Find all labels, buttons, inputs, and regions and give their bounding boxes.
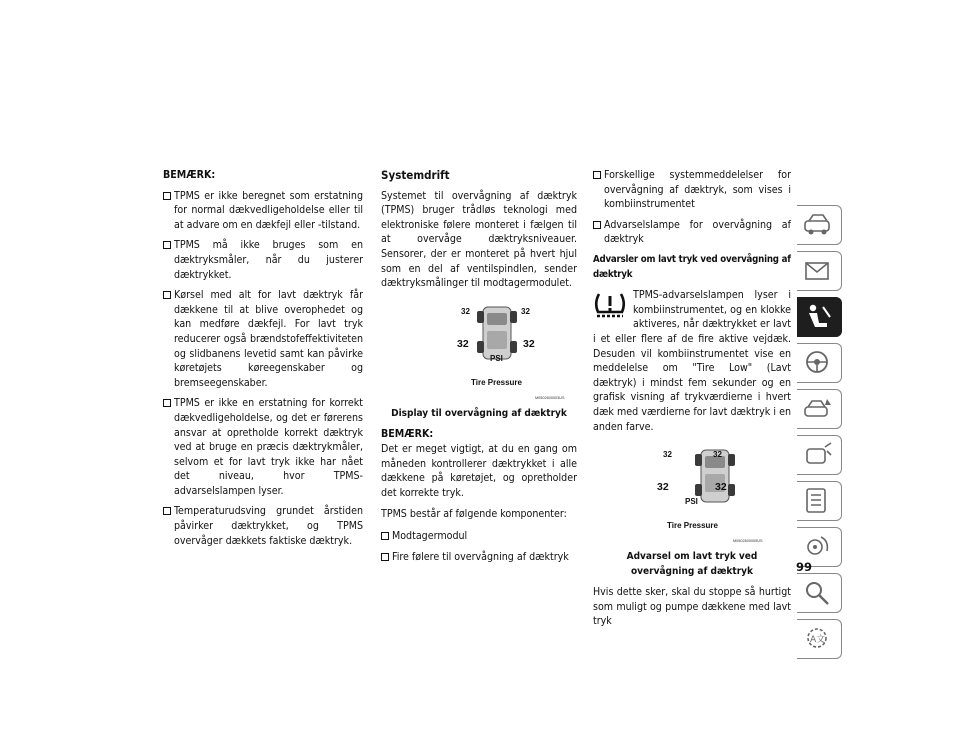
rear-left-pressure: 32 xyxy=(457,337,469,350)
note-paragraph: Det er meget vigtigt, at du en gang om måneden kontrollerer dæktrykket i alle dækkene på køretøjet, og opretholder det korrekte tryk. xyxy=(381,442,577,499)
rear-left-pressure: 32 xyxy=(657,481,669,494)
mail-book-icon xyxy=(803,257,835,285)
subsection-title: Advarsler om lavt tryk ved overvågning af dæktryk xyxy=(593,253,791,280)
figure-label: Tire Pressure xyxy=(667,521,718,531)
tab-starting-operating[interactable] xyxy=(797,343,842,383)
list-item: Kørsel med alt for lavt dæktryk får dækkene til at blive overophedet og kan medføre dækfejl. For lavt tryk reducerer også brændstofeffektiviteten og slidbanens levetid samt kan påvirke køretøjets køreegenskaber og bremseegenskaber. xyxy=(163,288,363,390)
checkbox-bullet-icon xyxy=(593,221,601,229)
tab-servicing[interactable] xyxy=(797,435,842,475)
seat-safety-icon xyxy=(803,303,835,331)
checkbox-bullet-icon xyxy=(163,192,171,200)
pressure-unit: PSI xyxy=(490,353,503,363)
low-pressure-warning-figure xyxy=(641,444,791,548)
section-title: Systemdrift xyxy=(381,168,450,182)
warning-paragraph: TPMS-advarselslampen lyser i kombiinstrumentet, og en klokke aktiveres, når dæktrykket er lavt i et eller flere af de fire aktive vejdæk. Desuden vil kombiinstrumentet vise en meddelelse om "Tire Low" (Lavt dæktryk) i mindst fem sekunder og en grafisk visning af trykværdierne i hvert dæk med værdierne for lavt dæktryk i en anden farve. xyxy=(593,289,791,433)
note-heading: BEMÆRK: xyxy=(381,428,434,441)
tab-emergency[interactable] xyxy=(797,389,842,429)
checkbox-bullet-icon xyxy=(163,399,171,407)
checkbox-bullet-icon xyxy=(163,507,171,515)
checkbox-bullet-icon xyxy=(381,553,389,561)
tab-language[interactable] xyxy=(797,619,842,659)
column-1 xyxy=(163,168,363,554)
list-item: Fire følere til overvågning af dæktryk xyxy=(381,550,577,565)
tab-getting-to-know[interactable] xyxy=(797,251,842,291)
figure-caption: Advarsel om lavt tryk ved overvågning af dæktryk xyxy=(626,551,758,577)
figure-code: M0502600003US xyxy=(535,395,565,400)
intro-paragraph: Systemet til overvågning af dæktryk (TPMS) bruger trådløs teknologi med elektroniske følere monteret i fælgen til at overvåge dæktryksniveauer. Sensorer, der er monteret på hvert hjul som en del af ventilspindlen, sender dæktryksmålinger til modtagermodulet. xyxy=(381,189,577,290)
car-introduction-icon xyxy=(803,211,835,239)
tab-index[interactable] xyxy=(797,573,842,613)
checkbox-bullet-icon xyxy=(593,171,601,179)
tpms-warning-icon xyxy=(593,290,627,320)
components-list-continued xyxy=(593,168,791,247)
figure-code: M0502600005US xyxy=(733,539,763,544)
note-bullet-list xyxy=(163,189,363,549)
page-number: 99 xyxy=(796,560,813,574)
rear-right-pressure: 32 xyxy=(715,481,727,494)
list-item: Temperaturudsving grundet årstiden påvirker dæktrykket, og TPMS overvåger dækkets faktiske dæktryk. xyxy=(163,504,363,548)
pressure-unit: PSI xyxy=(685,497,698,507)
steering-wheel-icon xyxy=(803,349,835,377)
front-left-pressure: 32 xyxy=(461,306,470,316)
components-list xyxy=(381,529,577,564)
checkbox-bullet-icon xyxy=(163,291,171,299)
tab-safety[interactable] xyxy=(797,297,842,337)
closing-paragraph: Hvis dette sker, skal du stoppe så hurtigt som muligt og pumpe dækkene med lavt tryk xyxy=(593,586,791,628)
figure-caption: Display til overvågning af dæktryk xyxy=(391,407,567,419)
svg-text:A文: A文 xyxy=(810,635,826,645)
checkbox-bullet-icon xyxy=(381,532,389,540)
car-breakdown-icon xyxy=(803,395,835,423)
front-right-pressure: 32 xyxy=(713,450,722,460)
warning-block xyxy=(593,288,791,434)
list-item: TPMS må ikke bruges som en dæktryksmåler, når du justerer dæktrykket. xyxy=(163,238,363,282)
column-2 xyxy=(381,168,577,570)
front-left-pressure: 32 xyxy=(663,450,672,460)
chapter-tab-bar xyxy=(797,205,843,665)
list-item: TPMS er ikke beregnet som erstatning for normal dækvedligeholdelse eller til at advare om en dækfejl eller -tilstand. xyxy=(163,189,363,233)
rear-right-pressure: 32 xyxy=(523,337,535,350)
figure-label: Tire Pressure xyxy=(471,377,522,387)
tab-specifications[interactable] xyxy=(797,481,842,521)
front-right-pressure: 32 xyxy=(521,306,530,316)
tab-introduction[interactable] xyxy=(797,205,842,245)
checkbox-bullet-icon xyxy=(163,241,171,249)
multimedia-icon xyxy=(803,533,835,561)
car-service-icon xyxy=(803,441,835,469)
column-3 xyxy=(593,168,791,636)
list-item: Modtagermodul xyxy=(381,529,577,544)
list-item: TPMS er ikke en erstatning for korrekt dækvedligeholdelse, og det er førerens ansvar at opretholde korrekt dæktryk ved at bruge en præcis dæktrykmåler, selvom et for lavt tryk ikke har nået det niveau, hvor TPMS-advarselslampen lyser. xyxy=(163,396,363,498)
list-item: Forskellige systemmeddelelser for overvågning af dæktryk, som vises i kombiinstrumentet xyxy=(593,168,791,212)
note-heading: BEMÆRK: xyxy=(163,169,216,181)
checklist-icon xyxy=(803,487,835,515)
components-intro: TPMS består af følgende komponenter: xyxy=(381,508,567,521)
list-item: Advarselslampe for overvågning af dæktryk xyxy=(593,218,791,247)
search-icon xyxy=(803,579,835,607)
language-icon xyxy=(803,625,835,653)
tire-pressure-display-figure xyxy=(423,301,573,405)
